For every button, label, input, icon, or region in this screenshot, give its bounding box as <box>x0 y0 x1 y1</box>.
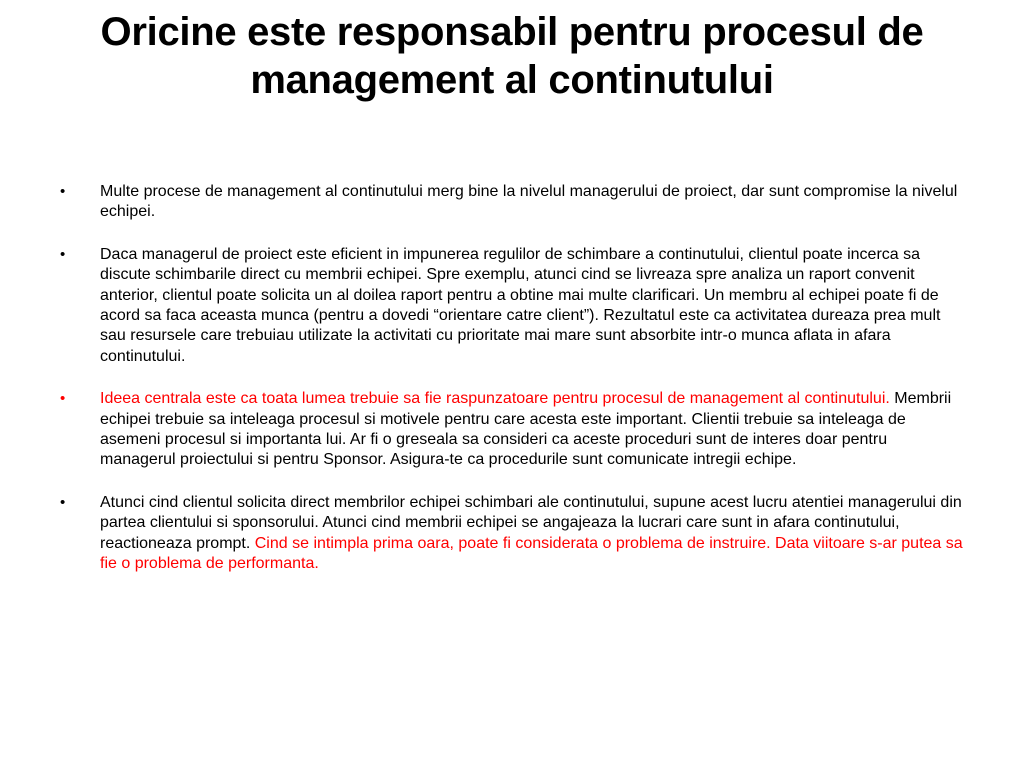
bullet-text: Membrii echipei trebuie sa inteleaga procesul si motivele pentru care acesta este important. Clientii trebuie sa inteleaga de asemeni procesul si importanta lui. Ar fi o greseala sa consideri ca aceste proceduri sunt de interes doar pentru managerul proiectului si pentru Sponsor. Asigura-te ca procedurile sunt comunicate intregii echipe. <box>100 390 952 469</box>
bullet-icon: • <box>60 183 66 200</box>
bullet-icon: • <box>60 245 66 263</box>
bullet-item <box>60 493 964 575</box>
bullet-icon: • <box>60 390 66 408</box>
bullet-text: Atunci cind clientul solicita direct membrilor echipei schimbari ale continutului, supune acest lucru atentiei managerului din partea clientului si sponsorului. Atunci cind membrii echipei se angajeaza la lucrari care sunt in afara continutului, reactioneaza prompt. <box>100 493 962 552</box>
bullet-item <box>60 389 964 471</box>
bullet-text: Multe procese de management al continutului merg bine la nivelul managerului de proiect, dar sunt compromise la nivelul echipei. <box>100 183 958 221</box>
bullet-highlight-text: Ideea centrala este ca toata lumea trebuie sa fie raspunzatoare pentru procesul de management al continutului. <box>100 390 890 408</box>
bullet-icon: • <box>60 493 66 511</box>
bullet-text: Daca managerul de proiect este eficient in impunerea regulilor de schimbare a continutului, clientul poate incerca sa discute schimbarile direct cu membrii echipei. Spre exemplu, atunci cind se livreaza spre analiza un raport convenit anterior, clientul poate solicita un al doilea raport pentru a obtine mai multe clarificari. Un membru al echipei poate fi de acord sa faca aceasta munca (pentru a dovedi “orientare catre client”). Rezultatul este ca activitatea dureaza prea mult sau resursele care trebuiau utilizate la activitati cu prioritate mai mare sunt absorbite intr-o munca aflata in afara continutului. <box>100 245 941 365</box>
slide-title: Oricine este responsabil pentru procesul de management al continutului <box>100 10 924 102</box>
bullet-item <box>60 245 964 367</box>
bullet-list <box>60 182 964 597</box>
bullet-highlight-text: Cind se intimpla prima oara, poate fi considerata o problema de instruire. Data viitoare s-ar putea sa fie o problema de performanta. <box>100 534 963 573</box>
bullet-item <box>60 182 964 223</box>
